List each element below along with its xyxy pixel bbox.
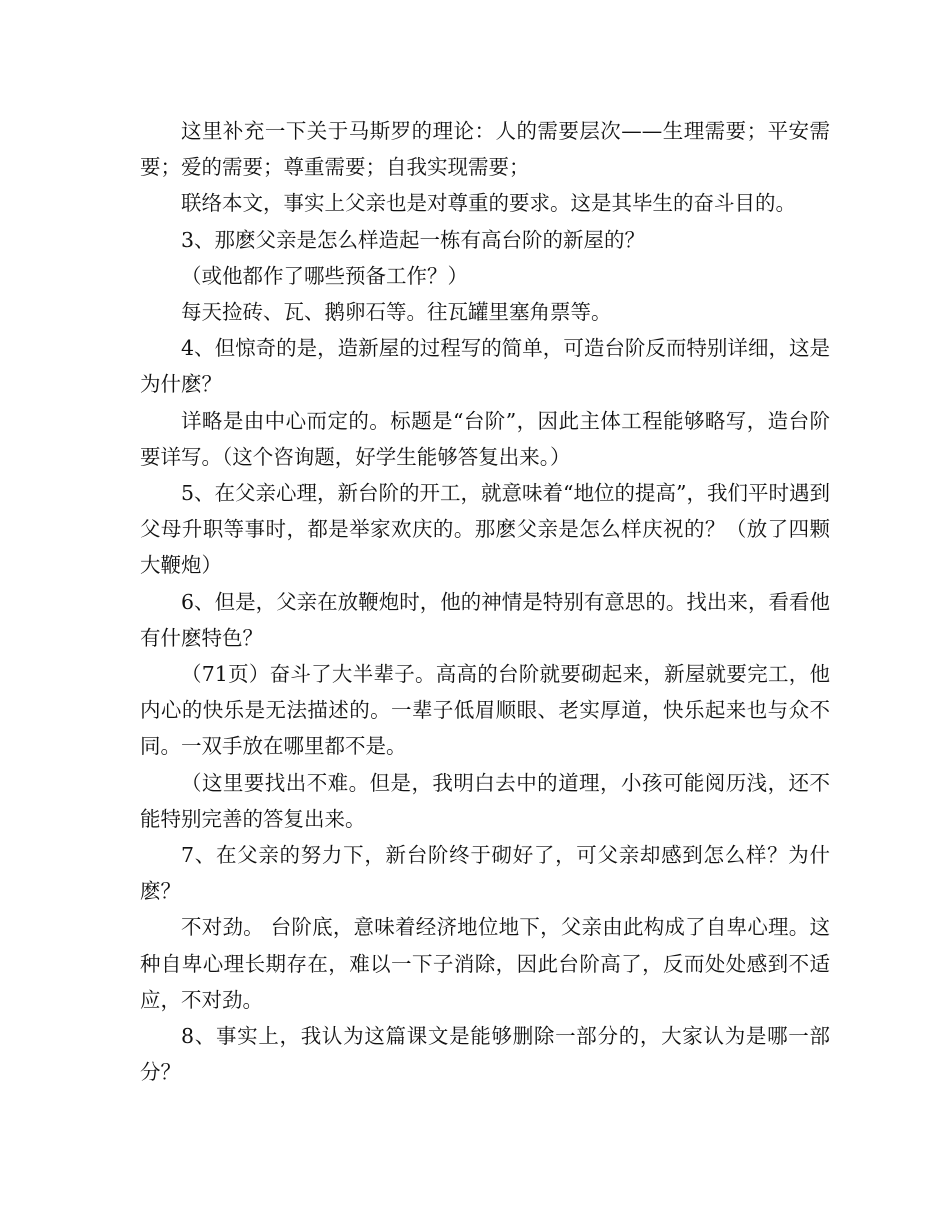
question-5: 5、在父亲心理，新台阶的开工，就意味着“地位的提高”，我们平时遇到父母升职等事时，都是举家欢庆的。那麽父亲是怎么样庆祝的？（放了四颗大鞭炮）	[140, 481, 831, 578]
question-7: 7、在父亲的努力下，新台阶终于砌好了，可父亲却感到怎么样？为什麽？	[140, 843, 830, 904]
paragraph-maslow-theory: 这里补充一下关于马斯罗的理论：人的需要层次——生理需要；平安需要；爱的需要；尊重需要；自我实现需要；	[140, 119, 830, 180]
answer-3: 每天捡砖、瓦、鹅卵石等。往瓦罐里塞角票等。	[181, 300, 612, 325]
paragraph-respect: 联络本文，事实上父亲也是对尊重的要求。这是其毕生的奋斗目的。	[181, 191, 796, 216]
answer-4: 详略是由中心而定的。标题是“台阶”，因此主体工程能够略写，造台阶要详写。（这个咨询题，好学生能够答复出来。）	[140, 408, 830, 469]
document-body	[140, 113, 830, 1090]
answer-7: 不对劲。 台阶底，意味着经济地位地下，父亲由此构成了自卑心理。这种自卑心理长期存在，难以一下子消除，因此台阶高了，反而处处感到不适应，不对劲。	[140, 915, 830, 1012]
question-3-sub: （或他都作了哪些预备工作？）	[181, 263, 468, 288]
question-8: 8、事实上，我认为这篇课文是能够删除一部分的，大家认为是哪一部分？	[140, 1024, 830, 1085]
question-6: 6、但是，父亲在放鞭炮时，他的神情是特别有意思的。找出来，看看他有什麽特色？	[140, 589, 830, 650]
question-4: 4、但惊奇的是，造新屋的过程写的简单，可造台阶反而特别详细，这是为什麽？	[140, 336, 830, 397]
note-6: （这里要找出不难。但是，我明白去中的道理，小孩可能阅历浅，还不能特别完善的答复出来。	[140, 770, 830, 831]
answer-6: （71页）奋斗了大半辈子。高高的台阶就要砌起来，新屋就要完工，他内心的快乐是无法描述的。一辈子低眉顺眼、老实厚道，快乐起来也与众不同。一双手放在哪里都不是。	[140, 662, 830, 759]
question-3: 3、那麽父亲是怎么样造起一栋有高台阶的新屋的？	[181, 227, 646, 252]
